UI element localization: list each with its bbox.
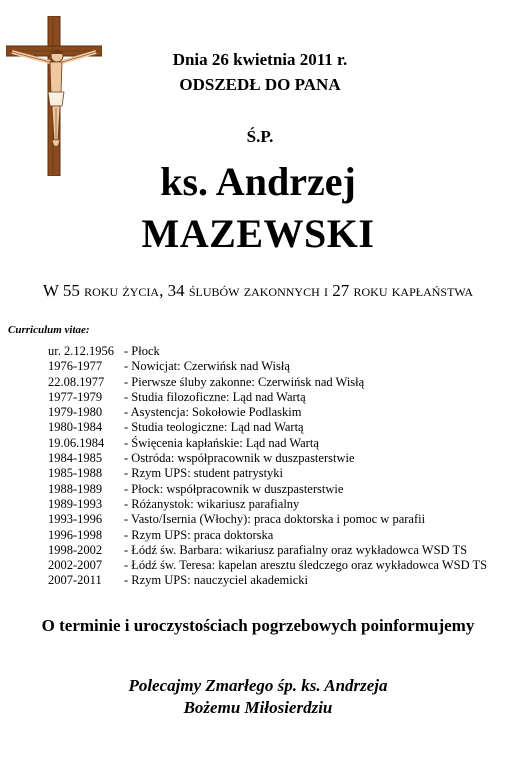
- cv-entry-date: 2007-2011: [48, 573, 102, 588]
- cv-entry-date: 2002-2007: [48, 558, 103, 573]
- cv-entry-date: 19.06.1984: [48, 435, 105, 450]
- cv-entry-description: - Ostróda: współpracownik w duszpasterstwie: [124, 451, 355, 466]
- cv-entry-date: 1988-1989: [48, 481, 103, 496]
- cv-entry: [48, 466, 487, 481]
- cv-entry: [48, 528, 487, 543]
- cv-entry: [48, 375, 487, 390]
- cv-entry-description: - Płock: współpracownik w duszpasterstwie: [124, 481, 344, 496]
- cv-entry-date: 22.08.1977: [48, 374, 105, 389]
- deceased-first-name: ks. Andrzej: [160, 159, 356, 204]
- cv-entry-description: - Rzym UPS: nauczyciel akademicki: [124, 573, 308, 588]
- cv-entry-description: - Święcenia kapłańskie: Ląd nad Wartą: [124, 435, 319, 450]
- cv-entry-description: - Asystencja: Sokołowie Podlaskim: [124, 405, 302, 420]
- cv-entry-description: - Łódź św. Teresa: kapelan aresztu śledczego oraz wykładowca WSD TS: [124, 558, 488, 573]
- cv-entry-date: 1977-1979: [48, 389, 103, 404]
- cv-entry: [48, 344, 487, 359]
- cv-entry: [48, 573, 487, 588]
- cv-entry-date: 1980-1984: [48, 420, 103, 435]
- cv-entry-date: 1976-1977: [48, 359, 103, 374]
- cv-entry-date: 1989-1993: [48, 496, 103, 511]
- deceased-last-name: MAZEWSKI: [141, 211, 375, 256]
- crucifix-icon: [6, 16, 102, 176]
- prayer-line-2: Bożemu Miłosierdziu: [183, 698, 333, 717]
- cv-entry-description: - Rzym UPS: student patrystyki: [124, 466, 284, 481]
- funeral-announcement: O terminie i uroczystościach pogrzebowych poinformujemy: [41, 616, 475, 635]
- cv-entry: [48, 405, 487, 420]
- cv-entry-date: 1998-2002: [48, 542, 103, 557]
- prayer-line-1: Polecajmy Zmarłego śp. ks. Andrzeja: [128, 676, 388, 695]
- cv-entry: [48, 558, 487, 573]
- cv-entry-description: - Rzym UPS: praca doktorska: [124, 527, 274, 542]
- cv-entry: [48, 512, 487, 527]
- curriculum-vitae-label: Curriculum vitae:: [8, 324, 90, 336]
- cv-entry-description: - Pierwsze śluby zakonne: Czerwińsk nad Wisłą: [124, 374, 365, 389]
- cv-entry-description: - Nowicjat: Czerwińsk nad Wisłą: [124, 359, 290, 374]
- cv-entry: [48, 497, 487, 512]
- cv-entry-date: 1996-1998: [48, 527, 103, 542]
- death-date: Dnia 26 kwietnia 2011 r.: [172, 50, 348, 69]
- cv-entry: [48, 390, 487, 405]
- age-and-service-line: W 55 roku życia, 34 ślubów zakonnych i 27 roku kapłaństwa: [42, 281, 474, 300]
- curriculum-vitae-list: [48, 344, 487, 589]
- cv-entry-date: ur. 2.12.1956: [48, 344, 114, 358]
- cv-entry-date: 1993-1996: [48, 512, 103, 527]
- cv-entry-description: - Studia filozoficzne: Ląd nad Wartą: [124, 389, 306, 404]
- cv-entry: [48, 420, 487, 435]
- cv-entry-date: 1985-1988: [48, 466, 103, 481]
- sp-abbreviation: Ś.P.: [246, 127, 274, 146]
- cv-entry-description: - Różanystok: wikariusz parafialny: [124, 496, 300, 511]
- passed-away-line: ODSZEDŁ DO PANA: [179, 75, 341, 94]
- cv-entry: [48, 359, 487, 374]
- cv-entry-description: - Vasto/Isernia (Włochy): praca doktorska i pomoc w parafii: [124, 512, 426, 527]
- cv-entry-date: 1979-1980: [48, 405, 103, 420]
- cv-entry-description: - Płock: [124, 344, 160, 358]
- cv-entry: [48, 543, 487, 558]
- cv-entry: [48, 451, 487, 466]
- cv-entry: [48, 436, 487, 451]
- cv-entry-description: - Studia teologiczne: Ląd nad Wartą: [124, 420, 304, 435]
- cv-entry-date: 1984-1985: [48, 451, 103, 466]
- cv-entry: [48, 482, 487, 497]
- cv-entry-description: - Łódź św. Barbara: wikariusz parafialny oraz wykładowca WSD TS: [124, 542, 468, 557]
